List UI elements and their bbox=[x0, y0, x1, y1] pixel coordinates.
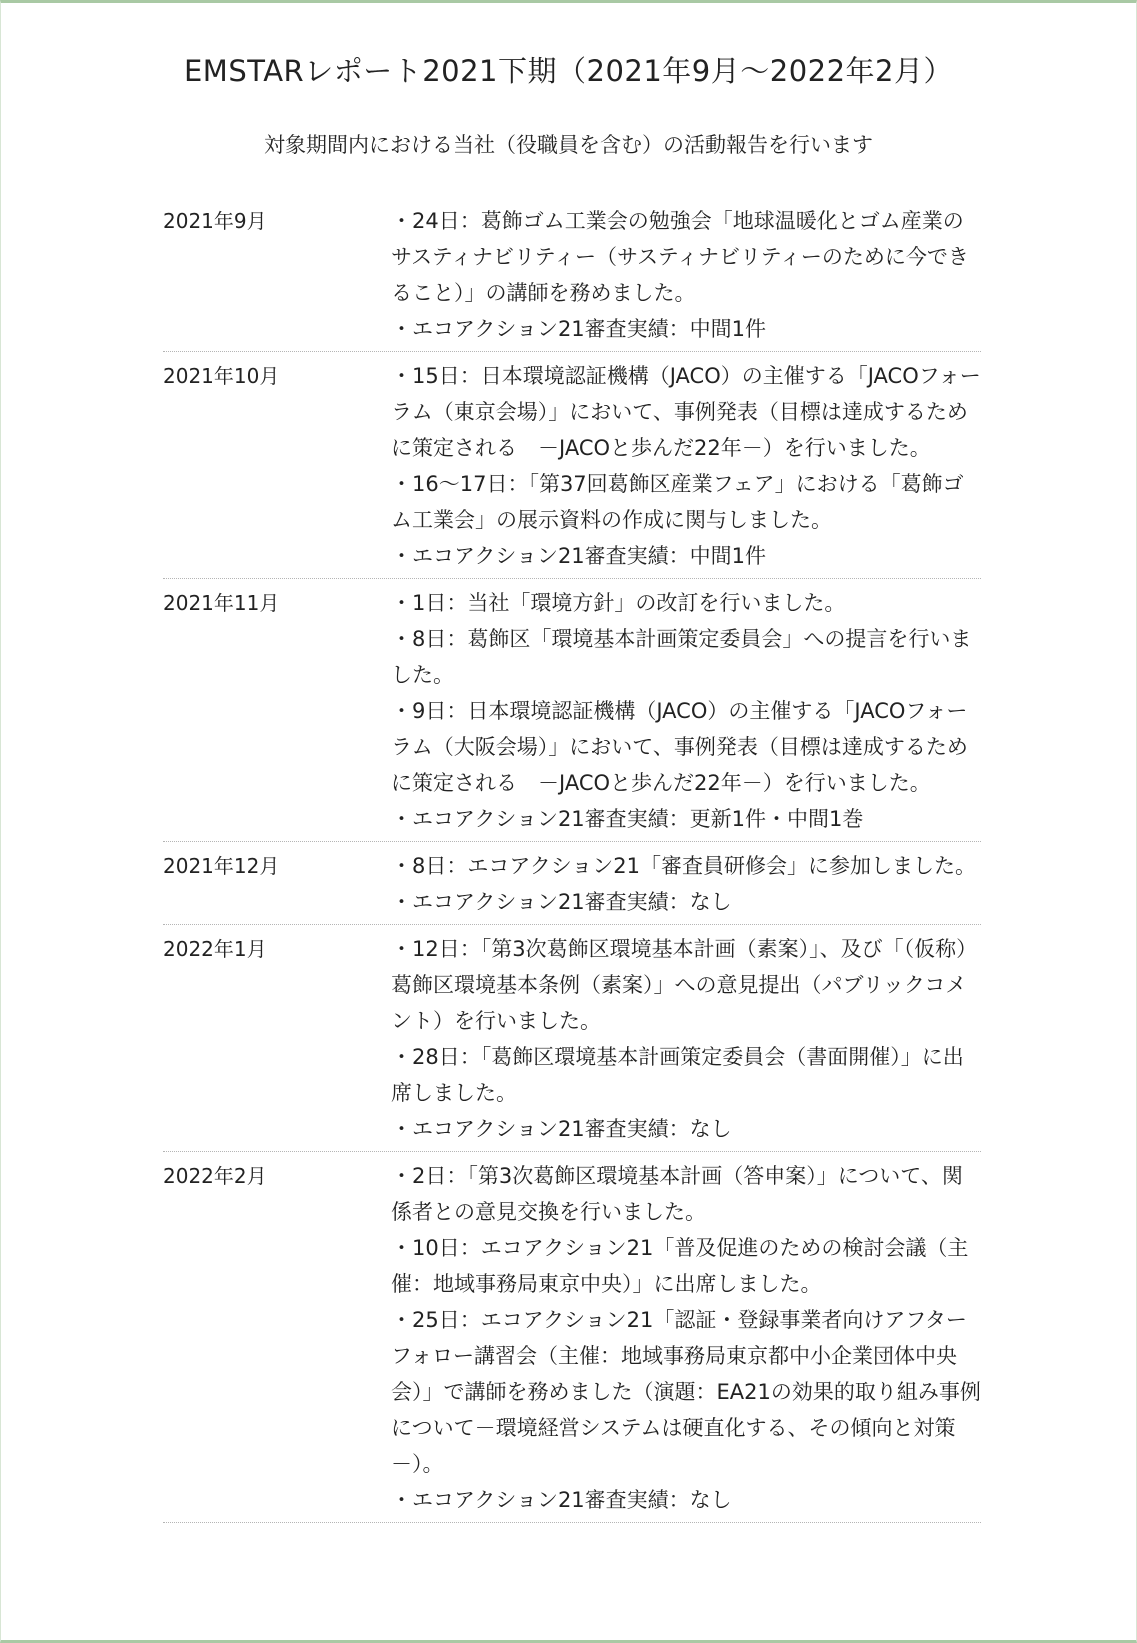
activity-item: ・8日：葛飾区「環境基本計画策定委員会」への提言を行いました。 bbox=[391, 627, 972, 687]
table-row bbox=[163, 925, 981, 1152]
table-row bbox=[163, 1152, 981, 1523]
activity-item: ・8日：エコアクション21「審査員研修会」に参加しました。 bbox=[391, 854, 977, 878]
activity-table bbox=[163, 203, 981, 1523]
month-label: 2021年9月 bbox=[163, 209, 267, 233]
activity-item: ・2日：「第3次葛飾区環境基本計画（答申案）」について、関係者との意見交換を行いました。 bbox=[391, 1164, 963, 1224]
activity-item: ・9日：日本環境認証機構（JACO）の主催する「JACOフォーラム（大阪会場）」において、事例発表（目標は達成するために策定される －JACOと歩んだ22年－）を行いました。 bbox=[391, 699, 968, 795]
activity-list bbox=[391, 585, 981, 837]
activity-item: ・25日：エコアクション21「認証・登録事業者向けアフターフォロー講習会（主催：地域事務局東京都中小企業団体中央会）」で講師を務めました（演題：EA21の効果的取り組み事例について－環境経営システムは硬直化する、その傾向と対策－）。 bbox=[391, 1308, 981, 1476]
month-label: 2022年1月 bbox=[163, 937, 267, 961]
activity-list bbox=[391, 931, 981, 1147]
activity-item: ・28日：「葛飾区環境基本計画策定委員会（書面開催）」に出席しました。 bbox=[391, 1045, 964, 1105]
activity-item: ・12日：「第3次葛飾区環境基本計画（素案）」、及び「（仮称）葛飾区環境基本条例（素案）」への意見提出（パブリックコメント）を行いました。 bbox=[391, 937, 978, 1033]
month-label: 2021年11月 bbox=[163, 591, 280, 615]
month-label: 2021年12月 bbox=[163, 854, 280, 878]
activity-item: ・16～17日：「第37回葛飾区産業フェア」における「葛飾ゴム工業会」の展示資料の作成に関与しました。 bbox=[391, 472, 964, 532]
activity-item: ・10日：エコアクション21「普及促進のための検討会議（主催：地域事務局東京中央）」に出席しました。 bbox=[391, 1236, 969, 1296]
activity-list bbox=[391, 203, 981, 347]
activity-item: ・エコアクション21審査実績：なし bbox=[391, 1117, 732, 1141]
activity-list bbox=[391, 1158, 981, 1518]
month-label: 2022年2月 bbox=[163, 1164, 267, 1188]
activity-item: ・エコアクション21審査実績：中間1件 bbox=[391, 544, 767, 568]
activity-list bbox=[391, 358, 981, 574]
table-row bbox=[163, 579, 981, 842]
page-subtitle: 対象期間内における当社（役職員を含む）の活動報告を行います bbox=[264, 133, 873, 157]
table-row bbox=[163, 352, 981, 579]
activity-item: ・エコアクション21審査実績：なし bbox=[391, 1488, 732, 1512]
activity-item: ・15日：日本環境認証機構（JACO）の主催する「JACOフォーラム（東京会場）」において、事例発表（目標は達成するために策定される －JACOと歩んだ22年－）を行いました。 bbox=[391, 364, 981, 460]
table-row bbox=[163, 842, 981, 925]
activity-item: ・24日：葛飾ゴム工業会の勉強会「地球温暖化とゴム産業のサスティナビリティー（サスティナビリティーのために今できること）」の講師を務めました。 bbox=[391, 209, 969, 305]
month-label: 2021年10月 bbox=[163, 364, 280, 388]
activity-item: ・エコアクション21審査実績：なし bbox=[391, 890, 732, 914]
activity-item: ・エコアクション21審査実績：更新1件・中間1巻 bbox=[391, 807, 864, 831]
activity-item: ・1日：当社「環境方針」の改訂を行いました。 bbox=[391, 591, 846, 615]
activity-list bbox=[391, 848, 981, 920]
table-row bbox=[163, 203, 981, 352]
page-title: EMSTARレポート2021下期（2021年9月～2022年2月） bbox=[183, 54, 953, 88]
activity-item: ・エコアクション21審査実績：中間1件 bbox=[391, 317, 767, 341]
